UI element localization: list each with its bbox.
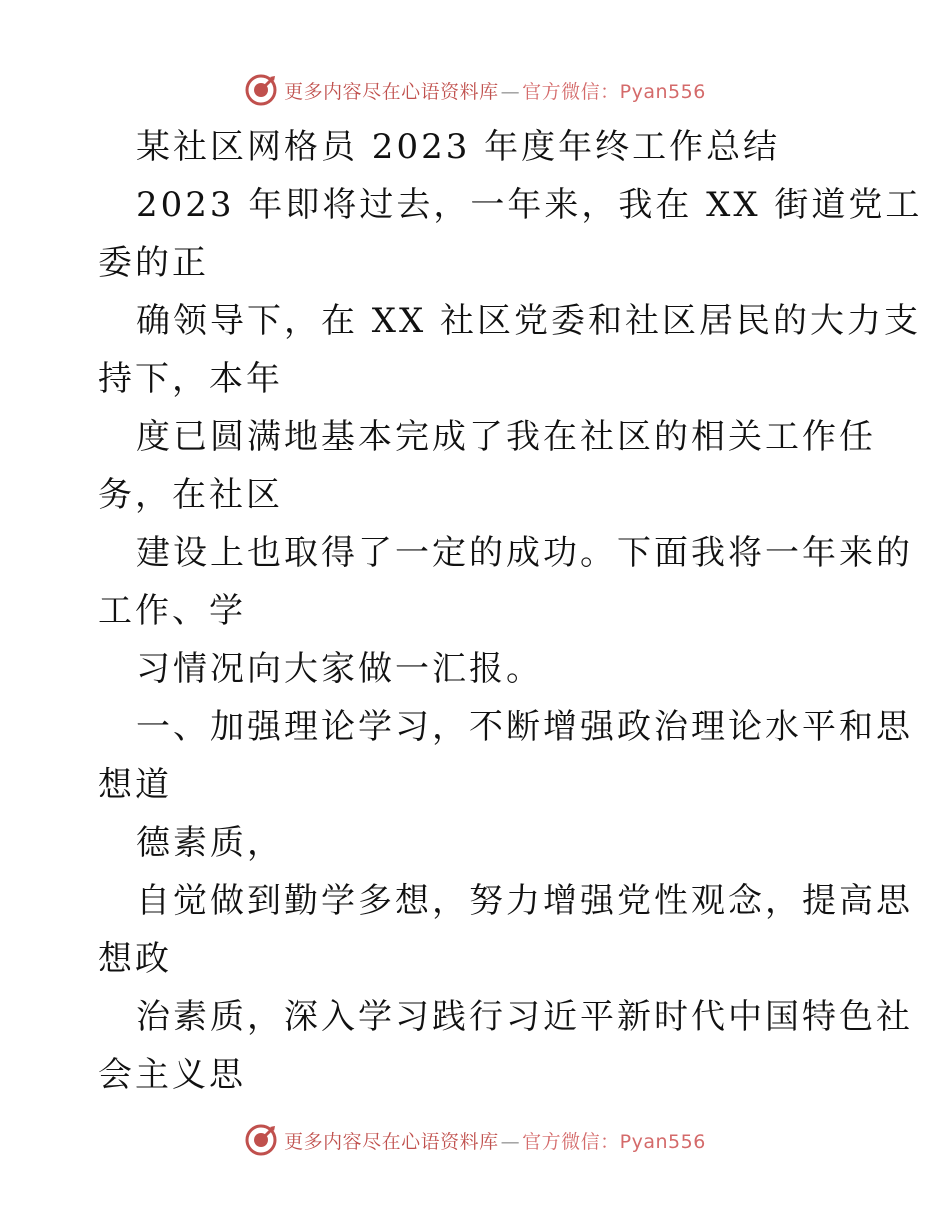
footer-watermark <box>0 1120 950 1160</box>
text-line: 自觉做到勤学多想，努力增强党性观念，提高思 <box>136 881 913 921</box>
watermark-separator: — <box>500 1130 521 1153</box>
text-line: 习情况向大家做一汇报。 <box>136 649 543 689</box>
text-line: 度已圆满地基本完成了我在社区的相关工作任 <box>136 417 876 457</box>
text-line: 确领导下，在 XX 社区党委和社区居民的大力支 <box>136 301 922 341</box>
watermark-main: 更多内容尽在心语资料库 <box>284 80 499 103</box>
watermark-main: 更多内容尽在心语资料库 <box>284 1130 499 1153</box>
text-line: 建设上也取得了一定的成功。下面我将一年来的 <box>136 533 913 573</box>
header-watermark <box>0 70 950 110</box>
text-line: 务，在社区 <box>98 475 283 515</box>
document-title: 某社区网格员 2023 年度年终工作总结 <box>136 127 781 167</box>
watermark-contact: 官方微信：Pyan556 <box>522 1130 706 1153</box>
watermark-text <box>284 77 706 104</box>
text-line: 2023 年即将过去，一年来，我在 XX 街道党工 <box>136 185 923 225</box>
text-line: 持下，本年 <box>98 359 283 399</box>
text-line: 委的正 <box>98 243 209 283</box>
watermark-text <box>284 1127 706 1154</box>
watermark-contact: 官方微信：Pyan556 <box>522 80 706 103</box>
text-line: 工作、学 <box>98 591 246 631</box>
document-body <box>98 118 923 1104</box>
text-line: 想道 <box>98 765 172 805</box>
watermark-separator: — <box>500 80 521 103</box>
pen-logo-icon <box>244 1123 278 1157</box>
section-heading: 一、加强理论学习，不断增强政治理论水平和思 <box>136 707 913 747</box>
text-line: 会主义思 <box>98 1055 246 1095</box>
pen-logo-icon <box>244 73 278 107</box>
text-line: 想政 <box>98 939 172 979</box>
text-line: 治素质，深入学习践行习近平新时代中国特色社 <box>136 997 913 1037</box>
text-line: 德素质， <box>136 823 284 863</box>
